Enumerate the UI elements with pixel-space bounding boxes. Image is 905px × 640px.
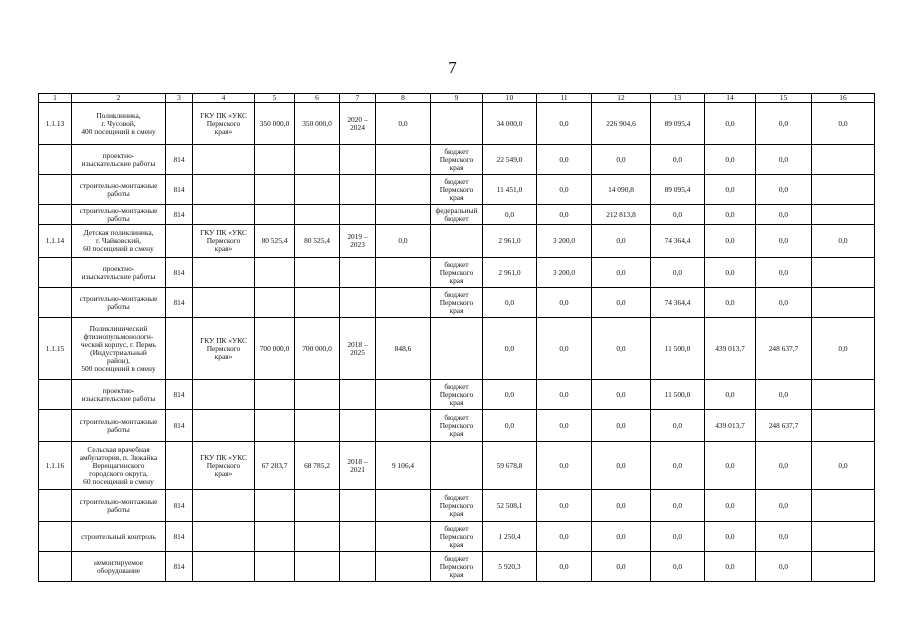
table-cell: 3 200,0 [537, 258, 592, 288]
table-cell [295, 490, 340, 522]
table-cell [340, 552, 376, 582]
table-cell [431, 442, 483, 490]
table-cell: 89 095,4 [651, 103, 705, 145]
table-cell [340, 380, 376, 410]
table-cell [376, 205, 431, 225]
table-cell: 14 090,8 [592, 175, 651, 205]
table-cell: 700 000,0 [255, 318, 295, 380]
table-cell: строительно-монтажные работы [72, 205, 166, 225]
column-header: 12 [592, 94, 651, 103]
table-cell [812, 552, 875, 582]
table-cell: 0,0 [705, 380, 756, 410]
table-cell [340, 410, 376, 442]
table-cell: 814 [166, 258, 193, 288]
table-cell: 74 364,4 [651, 288, 705, 318]
table-cell [376, 490, 431, 522]
table-row [39, 552, 875, 582]
table-cell [340, 490, 376, 522]
table-cell: 0,0 [812, 442, 875, 490]
table-cell: 11 500,0 [651, 380, 705, 410]
table-cell: 0,0 [592, 145, 651, 175]
table-cell [295, 522, 340, 552]
table-cell [255, 552, 295, 582]
header-row [39, 94, 875, 103]
table-cell: 814 [166, 552, 193, 582]
table-cell [376, 145, 431, 175]
table-cell: 0,0 [592, 258, 651, 288]
table-cell: 0,0 [651, 490, 705, 522]
table-cell [295, 410, 340, 442]
table-cell: Детская поликлиника, г. Чайковский, 60 посещений в смену [72, 225, 166, 258]
table-cell: 0,0 [705, 175, 756, 205]
table-cell [431, 103, 483, 145]
table-cell: 0,0 [537, 490, 592, 522]
table-cell: 0,0 [537, 288, 592, 318]
table-cell: 3 200,0 [537, 225, 592, 258]
table-cell: 0,0 [756, 175, 812, 205]
column-header: 10 [483, 94, 537, 103]
table-cell: 2 961,0 [483, 225, 537, 258]
table-cell: 0,0 [537, 522, 592, 552]
table-cell [255, 380, 295, 410]
table-cell [295, 288, 340, 318]
table-cell: 0,0 [592, 410, 651, 442]
table-cell: ГКУ ПК «УКС Пермского края» [193, 318, 255, 380]
table-cell: 0,0 [537, 318, 592, 380]
table-cell: 0,0 [651, 522, 705, 552]
table-cell: 248 637,7 [756, 318, 812, 380]
table-cell: 0,0 [651, 410, 705, 442]
column-header: 7 [340, 94, 376, 103]
column-header: 8 [376, 94, 431, 103]
table-cell: 814 [166, 175, 193, 205]
table-cell [193, 410, 255, 442]
column-header: 14 [705, 94, 756, 103]
table-cell [340, 205, 376, 225]
table-cell: 1.1.16 [39, 442, 72, 490]
table-cell: 0,0 [537, 380, 592, 410]
table-cell: 0,0 [537, 552, 592, 582]
table-cell: 1.1.15 [39, 318, 72, 380]
table-cell: 0,0 [592, 552, 651, 582]
table-cell: 0,0 [756, 103, 812, 145]
table-cell: 814 [166, 288, 193, 318]
column-header: 2 [72, 94, 166, 103]
table-cell: 59 678,8 [483, 442, 537, 490]
table-row [39, 522, 875, 552]
table-cell [295, 145, 340, 175]
table-row [39, 103, 875, 145]
table-cell: 0,0 [756, 522, 812, 552]
table-cell: 67 283,7 [255, 442, 295, 490]
table-cell [376, 522, 431, 552]
table-cell [193, 522, 255, 552]
table-cell: 0,0 [705, 103, 756, 145]
table-cell [166, 442, 193, 490]
table-cell [812, 205, 875, 225]
column-header: 4 [193, 94, 255, 103]
table-cell: 11 500,0 [651, 318, 705, 380]
table-cell: 0,0 [756, 205, 812, 225]
table-cell: бюджет Пермского края [431, 410, 483, 442]
table-cell [255, 258, 295, 288]
table-cell: 0,0 [651, 145, 705, 175]
column-header: 1 [39, 94, 72, 103]
table-cell [431, 225, 483, 258]
table-cell [193, 552, 255, 582]
table-cell: 814 [166, 410, 193, 442]
table-cell: проектно- изыскательские работы [72, 258, 166, 288]
table-cell: 0,0 [537, 175, 592, 205]
table-cell: немонтируемое оборудование [72, 552, 166, 582]
table-cell: 0,0 [705, 522, 756, 552]
table-cell: 814 [166, 205, 193, 225]
table-cell: ГКУ ПК «УКС Пермского края» [193, 103, 255, 145]
table-cell [295, 380, 340, 410]
table-cell [812, 288, 875, 318]
table-cell: 0,0 [483, 205, 537, 225]
table-cell: 80 525,4 [295, 225, 340, 258]
table-cell: 226 904,6 [592, 103, 651, 145]
table-row [39, 258, 875, 288]
table-cell [812, 490, 875, 522]
budget-table [38, 93, 875, 582]
table-row [39, 442, 875, 490]
table-cell [340, 145, 376, 175]
table-cell: 0,0 [756, 145, 812, 175]
table-cell: 350 000,0 [255, 103, 295, 145]
table-cell: 814 [166, 490, 193, 522]
table-cell [812, 258, 875, 288]
table-cell: 0,0 [756, 552, 812, 582]
table-cell [255, 522, 295, 552]
table-cell: 0,0 [592, 522, 651, 552]
table-cell: 0,0 [812, 225, 875, 258]
table-cell: 0,0 [705, 288, 756, 318]
table-cell: строительно-монтажные работы [72, 490, 166, 522]
table-cell [255, 175, 295, 205]
table-cell: 0,0 [651, 442, 705, 490]
table-cell: 814 [166, 380, 193, 410]
table-cell [193, 490, 255, 522]
table-cell: 0,0 [705, 225, 756, 258]
table-cell: 0,0 [537, 103, 592, 145]
table-cell: бюджет Пермского края [431, 175, 483, 205]
table-row [39, 288, 875, 318]
table-cell: 0,0 [651, 205, 705, 225]
table-cell [39, 258, 72, 288]
table-cell: федеральный бюджет [431, 205, 483, 225]
table-cell: 2018 – 2025 [340, 318, 376, 380]
table-cell: 89 095,4 [651, 175, 705, 205]
table-cell: 0,0 [592, 318, 651, 380]
table-row [39, 410, 875, 442]
table-cell [255, 490, 295, 522]
table-cell: 848,6 [376, 318, 431, 380]
table-cell: 814 [166, 145, 193, 175]
table-row [39, 205, 875, 225]
table-cell [39, 490, 72, 522]
table-cell: бюджет Пермского края [431, 552, 483, 582]
table-cell: 0,0 [537, 410, 592, 442]
table-cell: строительный контроль [72, 522, 166, 552]
table-cell: 0,0 [756, 490, 812, 522]
table-cell: 0,0 [537, 442, 592, 490]
column-header: 13 [651, 94, 705, 103]
table-cell: 814 [166, 522, 193, 552]
table-cell [255, 288, 295, 318]
table-cell: строительно-монтажные работы [72, 410, 166, 442]
table-cell: 0,0 [592, 490, 651, 522]
table-cell: 0,0 [812, 318, 875, 380]
table-cell: 212 813,8 [592, 205, 651, 225]
table-cell: 0,0 [756, 380, 812, 410]
table-cell: 68 785,2 [295, 442, 340, 490]
table-row [39, 318, 875, 380]
table-cell: 0,0 [483, 318, 537, 380]
table-cell: строительно-монтажные работы [72, 175, 166, 205]
table-cell [39, 410, 72, 442]
table-cell: ГКУ ПК «УКС Пермского края» [193, 225, 255, 258]
table-cell: 34 000,0 [483, 103, 537, 145]
table-cell [255, 145, 295, 175]
table-cell: 0,0 [756, 442, 812, 490]
table-cell: 439 013,7 [705, 410, 756, 442]
table-cell [166, 225, 193, 258]
table-cell: 0,0 [651, 258, 705, 288]
table-row [39, 225, 875, 258]
table-cell: 248 637,7 [756, 410, 812, 442]
table-row [39, 175, 875, 205]
table-cell: бюджет Пермского края [431, 522, 483, 552]
table-cell [340, 522, 376, 552]
table-cell: проектно- изыскательские работы [72, 380, 166, 410]
table-cell: 0,0 [592, 442, 651, 490]
table-cell: 0,0 [705, 258, 756, 288]
table-cell: 0,0 [483, 288, 537, 318]
column-header: 6 [295, 94, 340, 103]
table-cell [376, 380, 431, 410]
table-cell [39, 380, 72, 410]
table-cell [39, 145, 72, 175]
table-cell [376, 288, 431, 318]
table-cell [39, 522, 72, 552]
table-cell: 350 000,0 [295, 103, 340, 145]
table-cell [295, 175, 340, 205]
column-header: 9 [431, 94, 483, 103]
table-cell: 0,0 [537, 205, 592, 225]
table-cell: бюджет Пермского края [431, 380, 483, 410]
table-cell: Поликлиника, г. Чусовой, 400 посещений в смену [72, 103, 166, 145]
table-cell: 1.1.13 [39, 103, 72, 145]
column-header: 16 [812, 94, 875, 103]
table-cell: 0,0 [756, 288, 812, 318]
table-cell: Поликлинический фтизиопульмонологи- ческий корпус, г. Пермь (Индустриальный район), 500 посещений в смену [72, 318, 166, 380]
table-cell: 2018 – 2021 [340, 442, 376, 490]
table-cell: 0,0 [592, 288, 651, 318]
table-cell [193, 258, 255, 288]
table-cell [295, 205, 340, 225]
table-cell [340, 258, 376, 288]
table-cell: 0,0 [705, 442, 756, 490]
table-cell: 11 451,0 [483, 175, 537, 205]
table-cell: бюджет Пермского края [431, 258, 483, 288]
column-header: 11 [537, 94, 592, 103]
table-cell [295, 258, 340, 288]
table-cell: 2020 – 2024 [340, 103, 376, 145]
table-cell: 0,0 [705, 145, 756, 175]
table-cell: 2019 – 2023 [340, 225, 376, 258]
page-number: 7 [448, 58, 457, 77]
table-cell: проектно- изыскательские работы [72, 145, 166, 175]
table-cell: 439 013,7 [705, 318, 756, 380]
table-cell: Сельская врачебная амбулатория, п. Зюкайка Верещагинского городского округа, 60 посещений в смену [72, 442, 166, 490]
table-cell: бюджет Пермского края [431, 288, 483, 318]
table-cell: 0,0 [376, 225, 431, 258]
table-cell: 0,0 [483, 410, 537, 442]
table-cell [812, 380, 875, 410]
table-cell [340, 288, 376, 318]
table-cell: бюджет Пермского края [431, 145, 483, 175]
table-cell: ГКУ ПК «УКС Пермского края» [193, 442, 255, 490]
table-cell: 9 106,4 [376, 442, 431, 490]
table-cell [39, 552, 72, 582]
table-cell [376, 258, 431, 288]
table-cell [166, 318, 193, 380]
table-cell: 0,0 [592, 225, 651, 258]
table-cell: 1.1.14 [39, 225, 72, 258]
table-cell: 80 525,4 [255, 225, 295, 258]
table-cell [812, 522, 875, 552]
table-cell [812, 145, 875, 175]
table-cell [376, 410, 431, 442]
table-cell [39, 175, 72, 205]
table-cell: 0,0 [705, 490, 756, 522]
table-cell: 0,0 [651, 552, 705, 582]
table-cell: 0,0 [483, 380, 537, 410]
table-cell [193, 175, 255, 205]
table-cell: 0,0 [756, 225, 812, 258]
table-row [39, 380, 875, 410]
table-cell [193, 205, 255, 225]
table-cell: 0,0 [705, 205, 756, 225]
table-cell: 22 549,0 [483, 145, 537, 175]
table-cell: 0,0 [592, 380, 651, 410]
table-cell [193, 288, 255, 318]
column-header: 5 [255, 94, 295, 103]
table-cell: 1 250,4 [483, 522, 537, 552]
table-cell [295, 552, 340, 582]
table-row [39, 490, 875, 522]
table-cell [340, 175, 376, 205]
table-cell [255, 410, 295, 442]
table-row [39, 145, 875, 175]
table-cell: 0,0 [812, 103, 875, 145]
column-header: 3 [166, 94, 193, 103]
table-cell: 52 508,1 [483, 490, 537, 522]
table-cell: строительно-монтажные работы [72, 288, 166, 318]
table-cell: 5 920,3 [483, 552, 537, 582]
table-cell [376, 175, 431, 205]
table-cell: 0,0 [376, 103, 431, 145]
table-cell [376, 552, 431, 582]
table-cell [166, 103, 193, 145]
table-cell: 0,0 [537, 145, 592, 175]
table-cell [193, 380, 255, 410]
table-cell: 0,0 [705, 552, 756, 582]
table-cell: 74 364,4 [651, 225, 705, 258]
table-cell [812, 175, 875, 205]
table-cell [39, 205, 72, 225]
table-cell: 0,0 [756, 258, 812, 288]
table-cell: бюджет Пермского края [431, 490, 483, 522]
table-cell: 700 000,0 [295, 318, 340, 380]
table-cell [193, 145, 255, 175]
table-cell [255, 205, 295, 225]
table-cell [812, 410, 875, 442]
table-cell: 2 961,0 [483, 258, 537, 288]
column-header: 15 [756, 94, 812, 103]
table-cell [39, 288, 72, 318]
table-cell [431, 318, 483, 380]
